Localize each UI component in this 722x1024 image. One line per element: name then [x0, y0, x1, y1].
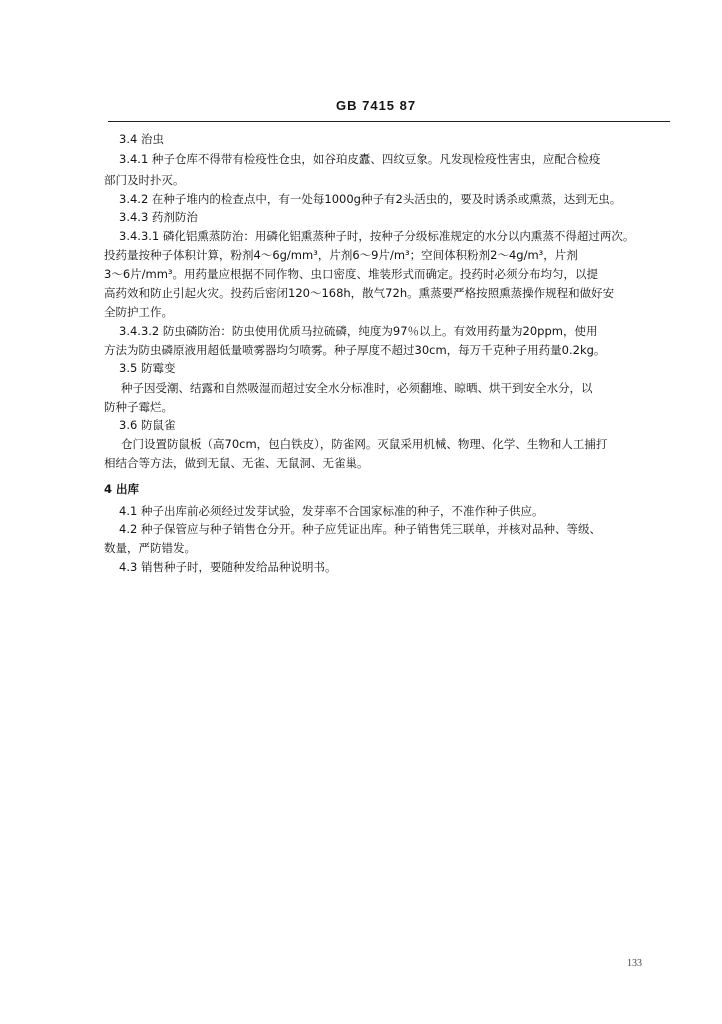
paragraph-3-4-3-1-cont: 全防护工作。	[104, 305, 173, 319]
standard-code: GB 7415 87	[336, 98, 417, 113]
section-heading-3-5: 3.5 防霉变	[119, 361, 176, 375]
paragraph-3-4-2: 3.4.2 在种子堆内的检查点中，有一处每1000g种子有2头活虫的，要及时诱杀或熏蒸，达到无虫。	[119, 192, 622, 206]
paragraph-4-1: 4.1 种子出库前必须经过发芽试验，发芽率不合国家标准的种子，不准作种子供应。	[119, 504, 544, 518]
paragraph-4-2: 4.2 种子保管应与种子销售仓分开。种子应凭证出库。种子销售凭三联单，并核对品种、等级、	[119, 522, 601, 536]
paragraph-3-6: 仓门设置防鼠板（高70cm，包白铁皮），防雀网。灭鼠采用机械、物理、化学、生物和人工捕打	[121, 437, 608, 451]
section-heading-4: 4 出库	[104, 482, 140, 496]
paragraph-3-4-1-cont: 部门及时扑灭。	[104, 173, 185, 187]
paragraph-4-2-cont: 数量，严防错发。	[104, 541, 196, 555]
paragraph-3-5: 种子因受潮、结露和自然吸湿而超过安全水分标准时，必须翻堆、晾晒、烘干到安全水分，以	[121, 381, 593, 395]
section-heading-3-4-3: 3.4.3 药剂防治	[119, 210, 198, 224]
paragraph-3-4-3-2: 3.4.3.2 防虫磷防治：防虫使用优质马拉硫磷，纯度为97％以上。有效用药量为20ppm，使用	[119, 324, 598, 338]
page-number: 133	[627, 958, 642, 969]
section-heading-3-6: 3.6 防鼠雀	[119, 418, 176, 432]
paragraph-4-3: 4.3 销售种子时，要随种发给品种说明书。	[119, 560, 337, 574]
paragraph-3-4-3-1-cont: 3～6片/mm³。用药量应根据不同作物、虫口密度、堆装形式而确定。投药时必须分布均匀，以提	[104, 267, 599, 281]
paragraph-3-5-cont: 防种子霉烂。	[104, 400, 173, 414]
paragraph-3-4-3-1: 3.4.3.1 磷化铝熏蒸防治：用磷化铝熏蒸种子时，按种子分级标准规定的水分以内熏蒸不得超过两次。	[119, 229, 635, 243]
paragraph-3-4-3-1-cont: 高药效和防止引起火灾。投药后密闭120～168h，散气72h。熏蒸要严格按照熏蒸操作规程和做好安	[104, 286, 615, 300]
section-heading-3-4: 3.4 治虫	[119, 132, 164, 146]
paragraph-3-4-3-1-cont: 投药量按种子体积计算，粉剂4～6g/mm³，片剂6～9片/m³；空间体积粉剂2～4g/m³，片剂	[104, 248, 578, 262]
paragraph-3-4-3-2-cont: 方法为防虫磷原液用超低量喷雾器均匀喷雾。种子厚度不超过30cm，每万千克种子用药量0.2kg。	[104, 343, 606, 357]
paragraph-3-6-cont: 相结合等方法，做到无鼠、无雀、无鼠洞、无雀巢。	[104, 456, 369, 470]
paragraph-3-4-1: 3.4.1 种子仓库不得带有检疫性仓虫，如谷珀皮蠹、四纹豆象。凡发现检疫性害虫，应配合检疫	[119, 152, 601, 166]
